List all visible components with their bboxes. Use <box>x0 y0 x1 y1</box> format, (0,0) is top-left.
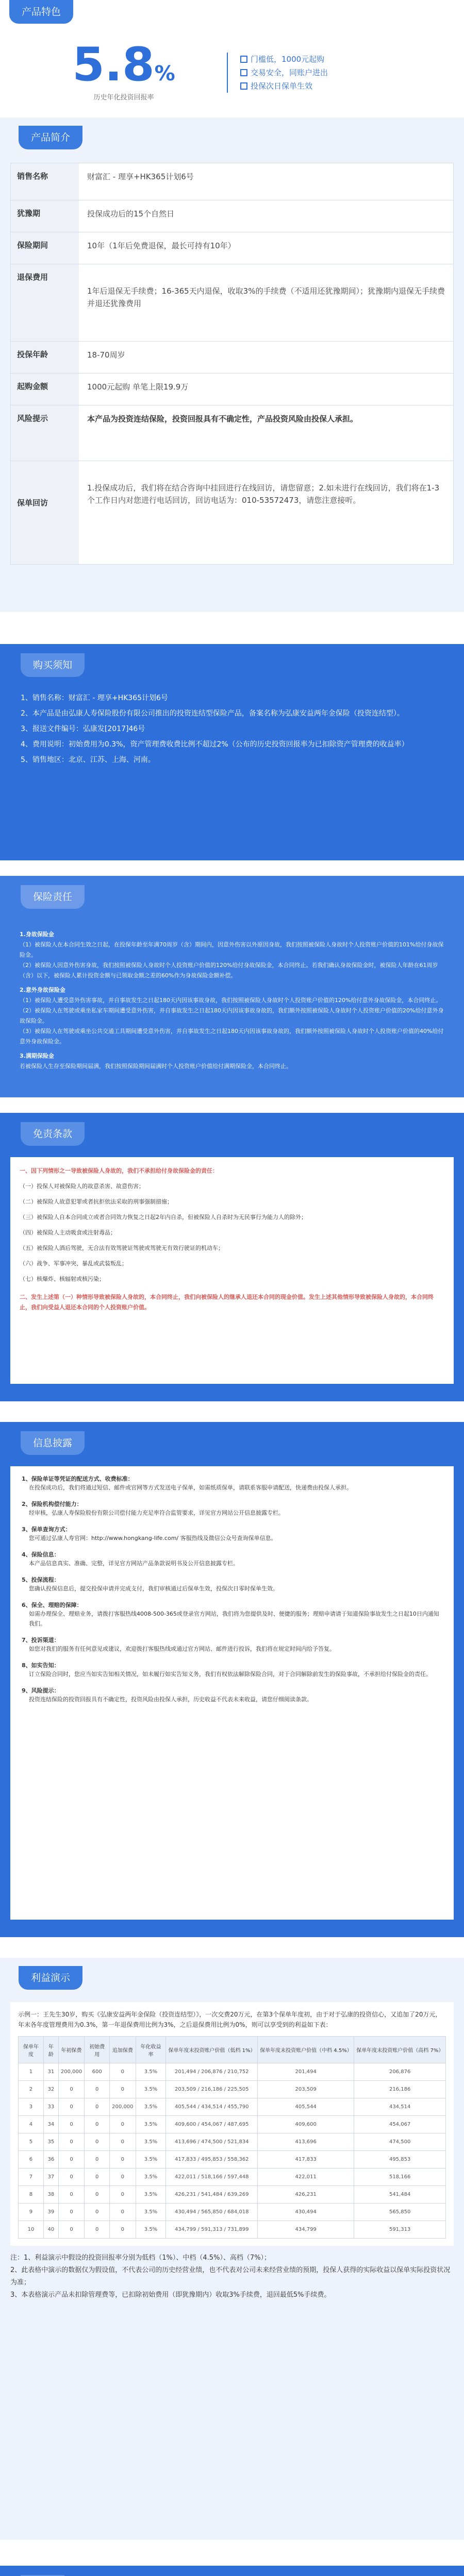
intro-tab: 产品简介 <box>19 126 82 149</box>
intro-row: 保单回访 1.投保成功后，我们将在结合咨询中挂回进行在线回访，请您留意；2.如未进行在线回访，我们将在1-3个工作日内对您进行电话回访，回访电话为：010-53572473，请您注意接听。 <box>11 461 453 564</box>
table-cell: 417,833 <box>258 2151 354 2168</box>
feature-points <box>227 53 328 93</box>
benefit-header-cell: 保单年度末投资账户价值（高档 7%） <box>354 2037 446 2063</box>
table-cell: 32 <box>43 2081 58 2098</box>
table-cell: 10 <box>19 2221 44 2239</box>
benefit-header-cell: 保单年度末投资账户价值（中档 4.5%） <box>258 2037 354 2063</box>
table-cell: 36 <box>43 2151 58 2168</box>
check-icon <box>240 69 247 76</box>
check-icon <box>240 82 247 90</box>
table-cell: 3.5% <box>136 2133 166 2151</box>
rate-label: 历史年化投资回报率 <box>93 94 154 101</box>
table-cell: 409,600 <box>258 2116 354 2133</box>
intro-row: 销售名称 财富汇 - 理享+HK365计划6号 <box>11 163 453 200</box>
feature-point: 门槛低，1000元起购 <box>240 53 328 66</box>
benefit-header-cell: 初始费用 <box>85 2037 110 2063</box>
table-cell: 200,000 <box>110 2098 136 2116</box>
faq-section <box>0 2566 464 2576</box>
table-cell: 3.5% <box>136 2204 166 2221</box>
table-cell: 430,494 / 565,850 / 684,018 <box>166 2204 258 2221</box>
table-cell: 0 <box>110 2168 136 2186</box>
table-cell: 454,067 <box>354 2116 446 2133</box>
table-cell: 422,011 / 518,166 / 597,448 <box>166 2168 258 2186</box>
table-cell: 0 <box>58 2116 84 2133</box>
table-cell: 34 <box>43 2116 58 2133</box>
table-cell: 0 <box>58 2098 84 2116</box>
exempt-body: 一、因下列情形之一导致被保险人身故的，我们不承担给付身故保险金的责任： （一）投保人对被保险人的故意杀害、故意伤害； （二）被保险人故意犯罪或者抗拒依法采取的刑事强制措施； （三）被保险人自本合同成立或者合同效力恢复之日起2年内自杀，但被保险人自杀时为无民事行为能力人的除外； （四）被保险人主动吸食或注射毒品； （五）被保险人酒后驾驶，无合法有效驾驶证驾驶或驾驶无有效行驶证的机动车； （六）战争、军事冲突、暴乱或武装叛乱； （七）核爆炸、核辐射或核污染； 二、发生上述第（一）种情形导致被保险人身故的，本合同终止，我们向被保险人的继承人退还本合同的现金价值。发生上述其他情形导致被保险人身故的，本合同终止，我们向受益人退还本合同的个人投资账户价值。 <box>10 1157 454 1384</box>
exempt-section <box>0 1113 464 1401</box>
table-cell: 203,509 <box>258 2081 354 2098</box>
benefit-header-cell: 年化收益率 <box>136 2037 166 2063</box>
table-cell: 3.5% <box>136 2168 166 2186</box>
table-row <box>19 2204 446 2221</box>
table-cell: 0 <box>85 2133 110 2151</box>
table-cell: 200,000 <box>58 2063 84 2081</box>
table-cell: 201,494 / 206,876 / 210,752 <box>166 2063 258 2081</box>
table-cell: 3 <box>19 2098 44 2116</box>
table-cell: 413,696 / 474,500 / 521,834 <box>166 2133 258 2151</box>
table-cell: 409,600 / 454,067 / 487,695 <box>166 2116 258 2133</box>
table-cell: 0 <box>85 2168 110 2186</box>
table-cell: 0 <box>58 2081 84 2098</box>
table-cell: 0 <box>110 2133 136 2151</box>
table-cell: 216,186 <box>354 2081 446 2098</box>
table-cell: 426,231 <box>258 2186 354 2204</box>
table-cell: 38 <box>43 2186 58 2204</box>
table-cell: 33 <box>43 2098 58 2116</box>
table-cell: 0 <box>110 2186 136 2204</box>
table-cell: 474,500 <box>354 2133 446 2151</box>
table-cell: 0 <box>85 2186 110 2204</box>
table-cell: 35 <box>43 2133 58 2151</box>
benefit-header-cell: 年初保费 <box>58 2037 84 2063</box>
table-cell: 495,853 <box>354 2151 446 2168</box>
table-cell: 31 <box>43 2063 58 2081</box>
table-cell: 0 <box>58 2186 84 2204</box>
table-cell: 201,494 <box>258 2063 354 2081</box>
table-row <box>19 2151 446 2168</box>
table-cell: 6 <box>19 2151 44 2168</box>
table-cell: 0 <box>58 2133 84 2151</box>
disclose-section <box>0 1422 464 1937</box>
table-cell: 405,544 / 434,514 / 455,790 <box>166 2098 258 2116</box>
table-cell: 37 <box>43 2168 58 2186</box>
benefit-header-cell: 追加保费 <box>110 2037 136 2063</box>
benefit-example: 示例一：王先生30岁，购买《弘康安益两年金保险（投资连结型）》，一次交费20万元，在第3个保单年度初，由于对于弘康的投资信心，又追加了20万元，年末各年度管理费用为0.3%，第一年退保费用比例为3%，之后退保费用比例为0%，则可以享受到的利益如下表： <box>18 2011 442 2028</box>
table-cell: 518,166 <box>354 2168 446 2186</box>
benefit-header-cell: 年龄 <box>43 2037 58 2063</box>
benefit-card <box>10 2002 454 2246</box>
rate-block <box>52 40 196 101</box>
table-cell: 422,011 <box>258 2168 354 2186</box>
table-cell: 2 <box>19 2081 44 2098</box>
rate-unit: % <box>154 62 175 86</box>
benefit-section <box>0 1958 464 2540</box>
table-cell: 0 <box>85 2081 110 2098</box>
duty-body: 1.身故保险金 （1）被保险人在本合同生效之日起，在投保年龄至年满70周岁（含）期间内，因意外伤害以外原因身故，我们按照被保险人身故时个人投资账户价值的101%给付身故保险金。 （2）被保险人因意外伤害身故，我们按照被保险人身故时个人投资账户价值的120%给付身故保险金，本合同终止。若我们确认身故保险金时，被保险人年龄在61周岁（含）以下，被保险人累计投资金额与已领取金额之差的60%作为身故保险金额补偿。 2.意外身故保险金 （1）被保险人遭受意外伤害事故，并自事故发生之日起180天内因该事故身故，我们按照被保险人身故时个人投资账户价值的120%给付意外身故保险金，本合同终止。 （2）被保险人在驾驶或乘坐私家车期间遭受意外伤害，并自事故发生之日起180天内因该事故身故的，我们额外按照被保险人身故时个人投资账户价值的20%给付意外身故保险金。 （3）被保险人在驾驶或乘坐公共交通工具期间遭受意外伤害，并自事故发生之日起180天内因该事故身故的，我们额外按照被保险人身故时个人投资账户价值的40%给付意外身故保险金。 3.满期保险金 若被保险人生存至保险期间届满，我们按照保险期间届满时个人投资账户价值给付满期保险金，本合同终止。 <box>20 931 444 1070</box>
intro-row: 起购金额 1000元起购 单笔上限19.9万 <box>11 374 453 405</box>
table-cell: 40 <box>43 2221 58 2239</box>
notice-tab: 购买须知 <box>21 653 85 677</box>
table-row <box>19 2081 446 2098</box>
benefit-table <box>18 2036 446 2239</box>
table-cell: 0 <box>85 2116 110 2133</box>
duty-section <box>0 876 464 1097</box>
intro-row: 保险期间 10年（1年后免费退保，最长可持有10年） <box>11 232 453 264</box>
check-icon <box>240 56 247 63</box>
table-cell: 3.5% <box>136 2098 166 2116</box>
table-cell: 430,494 <box>258 2204 354 2221</box>
table-cell: 0 <box>110 2221 136 2239</box>
benefit-header-cell: 保单年度末投资账户价值（低档 1%） <box>166 2037 258 2063</box>
table-cell: 600 <box>85 2063 110 2081</box>
table-cell: 0 <box>58 2168 84 2186</box>
table-cell: 565,850 <box>354 2204 446 2221</box>
table-cell: 591,313 <box>354 2221 446 2239</box>
table-row <box>19 2098 446 2116</box>
intro-row: 退保费用 1年后退保无手续费；16-365天内退保，收取3%的手续费（不适用还犹豫期间）；犹豫期内退保无手续费并退还犹豫费用 <box>11 264 453 342</box>
table-row <box>19 2186 446 2204</box>
intro-row: 投保年龄 18-70周岁 <box>11 342 453 374</box>
disclose-body: 1、保险单证等凭证的配送方式、收费标准： 在投保成功后，我们将通过短信、邮件或官网等方式发送电子保单，如需纸质保单，请联系客服申请配送，快递费由投保人承担。 2、保险机构偿付能力： 经审核，弘康人寿保险股份有限公司偿付能力充足率符合监管要求，详见官方网站公开信息披露专栏。 3、保单查询方式： 您可通过弘康人寿官网：http://www.hongkang-life.com/ 客服热线及微信公众号查询保单信息。 4、保险信息： 本产品信息真实、准确、完整，详见官方网站产品条款说明书及公开信息披露专栏。 5、投保流程： 您确认投保信息后，提交投保申请并完成支付，我们审核通过后保单生效，投保次日零时保单生效。 6、保全、理赔的保障： 如需办理保全、理赔业务，请拨打客服热线4008-500-365或登录官方网站，我们将为您提供及时、便捷的服务；理赔申请请于知道保险事故发生之日起10日内通知我们。 7、投诉渠道： 如您对我们的服务有任何意见或建议，欢迎拨打客服热线或通过官方网站、邮件进行投诉，我们将在规定时间内给予答复。 8、如实告知： 订立保险合同时，您应当如实告知相关情况，如未履行如实告知义务，我们有权依法解除保险合同，对于合同解除前发生的保险事故，不承担给付保险金的责任。 9、风险提示： 投资连结保险的投资回报具有不确定性，投资风险由投保人承担，历史收益不代表未来收益，请您仔细阅读条款。 <box>10 1466 454 1920</box>
features-section <box>0 0 464 101</box>
table-row <box>19 2221 446 2239</box>
duty-tab: 保险责任 <box>21 885 85 909</box>
table-cell: 434,799 <box>258 2221 354 2239</box>
table-cell: 0 <box>58 2221 84 2239</box>
table-cell: 541,484 <box>354 2186 446 2204</box>
intro-section <box>0 117 464 612</box>
table-cell: 0 <box>58 2151 84 2168</box>
table-cell: 417,833 / 495,853 / 558,362 <box>166 2151 258 2168</box>
disclose-tab: 信息披露 <box>21 1431 85 1455</box>
table-cell: 0 <box>110 2081 136 2098</box>
table-cell: 3.5% <box>136 2221 166 2239</box>
notice-section <box>0 644 464 860</box>
feature-point: 投保次日保单生效 <box>240 79 328 93</box>
table-cell: 434,514 <box>354 2098 446 2116</box>
notice-list: 1、销售名称：财富汇 - 理享+HK365计划6号 2、本产品是由弘康人寿保险股份有限公司推出的投资连结型保险产品，备案名称为弘康安益两年金保险（投资连结型）。 3、报送文件编号：弘康发[2017]46号 4、费用说明：初始费用为0.3%，资产管理费收费比例不超过2%（公布的历史投资回报率为已扣除资产管理费的收益率） 5、销售地区：北京、江苏、上海、河南。 <box>21 694 409 764</box>
table-cell: 0 <box>85 2204 110 2221</box>
table-cell: 1 <box>19 2063 44 2081</box>
features-tab: 产品特色 <box>9 0 73 24</box>
table-cell: 0 <box>110 2063 136 2081</box>
intro-row: 风险提示 本产品为投资连结保险，投资回报具有不确定性，产品投资风险由投保人承担。 <box>11 405 453 461</box>
table-row <box>19 2133 446 2151</box>
table-cell: 0 <box>110 2116 136 2133</box>
table-cell: 203,509 / 216,186 / 225,505 <box>166 2081 258 2098</box>
table-cell: 8 <box>19 2186 44 2204</box>
benefit-notes: 注：1、利益演示中假设的投资回报率分别为低档（1%）、中档（4.5%）、高档（7%）； 2、此表格中演示的数据仅为假设值，不代表公司的历史经营业绩，也不代表对公司未来经营业绩的预期，投保人获得的实际收益以保单实际投资状况为准； 3、本表格演示产品未扣除管理费等，已扣除初始费用（即犹豫期内）收取3%手续费，退回最低5%手续费。 <box>10 2254 451 2299</box>
table-row <box>19 2063 446 2081</box>
intro-row: 犹豫期 投保成功后的15个自然日 <box>11 200 453 232</box>
table-cell: 0 <box>85 2221 110 2239</box>
rate-value: 5.8 <box>72 38 155 92</box>
table-cell: 426,231 / 541,484 / 639,269 <box>166 2186 258 2204</box>
intro-table <box>10 163 454 565</box>
table-cell: 206,876 <box>354 2063 446 2081</box>
table-cell: 413,696 <box>258 2133 354 2151</box>
table-cell: 0 <box>85 2098 110 2116</box>
table-cell: 3.5% <box>136 2063 166 2081</box>
table-cell: 4 <box>19 2116 44 2133</box>
table-cell: 5 <box>19 2133 44 2151</box>
table-cell: 9 <box>19 2204 44 2221</box>
table-cell: 0 <box>85 2151 110 2168</box>
table-cell: 405,544 <box>258 2098 354 2116</box>
benefit-tab: 利益演示 <box>19 1966 82 1990</box>
table-cell: 3.5% <box>136 2151 166 2168</box>
benefit-header-cell: 保单年度 <box>19 2037 44 2063</box>
table-cell: 3.5% <box>136 2081 166 2098</box>
table-cell: 0 <box>110 2204 136 2221</box>
table-cell: 3.5% <box>136 2186 166 2204</box>
feature-point: 交易安全，同账户进出 <box>240 66 328 79</box>
table-row <box>19 2116 446 2133</box>
table-cell: 0 <box>110 2151 136 2168</box>
table-row <box>19 2168 446 2186</box>
table-cell: 39 <box>43 2204 58 2221</box>
table-cell: 7 <box>19 2168 44 2186</box>
exempt-tab: 免责条款 <box>21 1122 85 1146</box>
table-cell: 434,799 / 591,313 / 731,899 <box>166 2221 258 2239</box>
table-cell: 0 <box>58 2204 84 2221</box>
table-cell: 3.5% <box>136 2116 166 2133</box>
